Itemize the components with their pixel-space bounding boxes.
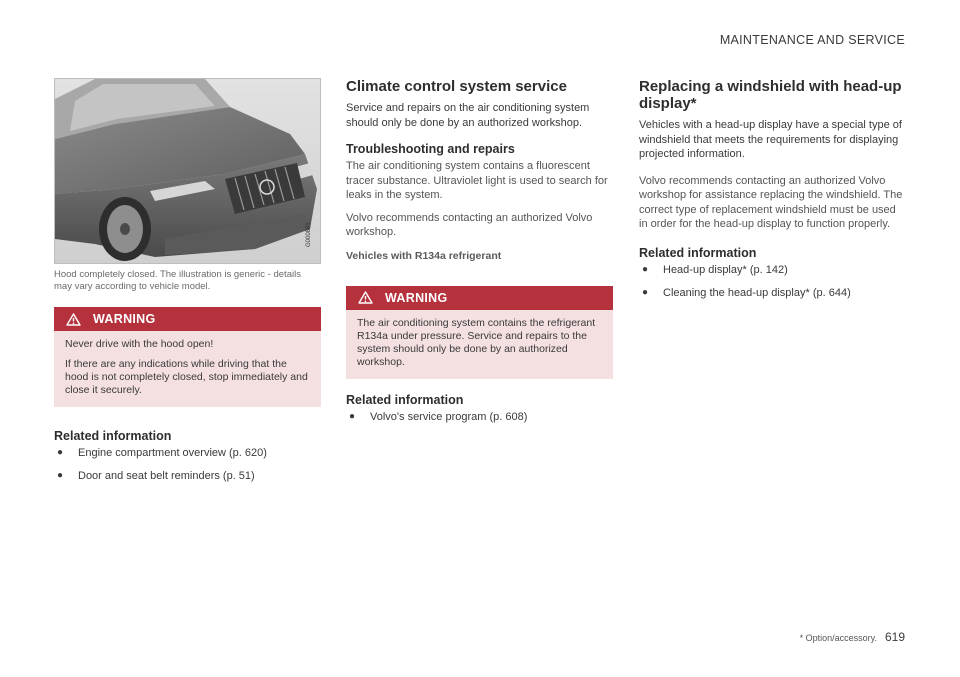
bullet-icon: ●: [349, 410, 356, 422]
column-windshield: [639, 78, 906, 309]
hood-illustration: [54, 78, 321, 264]
bullet-icon: ●: [642, 286, 649, 298]
related-info-heading: Related information: [54, 429, 172, 443]
warning-body: [54, 331, 321, 407]
warning-label: WARNING: [385, 290, 448, 305]
paragraph: Volvo recommends contacting an authorized Volvo workshop.: [346, 211, 593, 238]
footnote: * Option/accessory.: [799, 633, 877, 643]
car-image: [55, 79, 320, 263]
paragraph: Volvo recommends contacting an authorized Volvo workshop for assistance replacing the windshield. The correct type of replacement windshield must be used in order for the head-up display to function properly.: [639, 174, 903, 230]
related-info-heading: Related information: [346, 392, 464, 407]
page-footer: [800, 630, 905, 644]
section-header: MAINTENANCE AND SERVICE: [719, 33, 905, 47]
column-climate: [346, 78, 613, 433]
warning-line: If there are any indications while driving that the hood is not completely closed, stop immediately and close it securely.: [65, 358, 308, 396]
warning-text: The air conditioning system contains the refrigerant R134a under pressure. Service and repairs to the system should only be done by an authorized workshop.: [357, 316, 596, 368]
warning-triangle-icon: [66, 313, 81, 326]
related-link[interactable]: ● Door and seat belt reminders (p. 51): [54, 469, 321, 483]
warning-body: [346, 310, 613, 379]
related-link[interactable]: ● Head-up display* (p. 142): [639, 263, 906, 277]
column-hood: [54, 78, 321, 492]
warning-header: [346, 286, 613, 310]
related-info-list: [639, 263, 906, 300]
warning-label: WARNING: [93, 312, 156, 326]
intro-paragraph: Vehicles with a head-up display have a special type of windshield that meets the requirements for displaying projected information.: [639, 119, 902, 160]
bullet-icon: ●: [642, 263, 649, 275]
figure-caption: Hood completely closed. The illustration is generic - details may vary according to vehicle model.: [54, 269, 301, 292]
figure-code: G000881: [306, 222, 312, 247]
page-number: 619: [884, 630, 905, 644]
section-title: Climate control system service: [346, 78, 567, 95]
related-info-list: [346, 410, 613, 424]
related-info-list: [54, 446, 321, 483]
warning-triangle-icon: [358, 291, 373, 304]
warning-box-hood: [54, 307, 321, 407]
intro-paragraph: Service and repairs on the air conditioning system should only be done by an authorized workshop.: [346, 102, 590, 129]
related-link[interactable]: ● Volvo's service program (p. 608): [346, 410, 613, 424]
related-link[interactable]: ● Cleaning the head-up display* (p. 644): [639, 286, 906, 300]
warning-line: Never drive with the hood open!: [65, 338, 214, 350]
warning-box-refrigerant: [346, 286, 613, 379]
warning-header: [54, 307, 321, 331]
minor-heading: Vehicles with R134a refrigerant: [346, 249, 502, 262]
paragraph: The air conditioning system contains a fluorescent tracer substance. Ultraviolet light is used to search for leaks in the system.: [346, 160, 608, 201]
bullet-icon: ●: [57, 447, 64, 458]
related-info-heading: Related information: [639, 245, 757, 260]
section-title: Replacing a windshield with head-up display*: [639, 78, 902, 112]
bullet-icon: ●: [57, 470, 64, 481]
related-link[interactable]: ● Engine compartment overview (p. 620): [54, 446, 321, 460]
subheading: Troubleshooting and repairs: [346, 142, 515, 156]
